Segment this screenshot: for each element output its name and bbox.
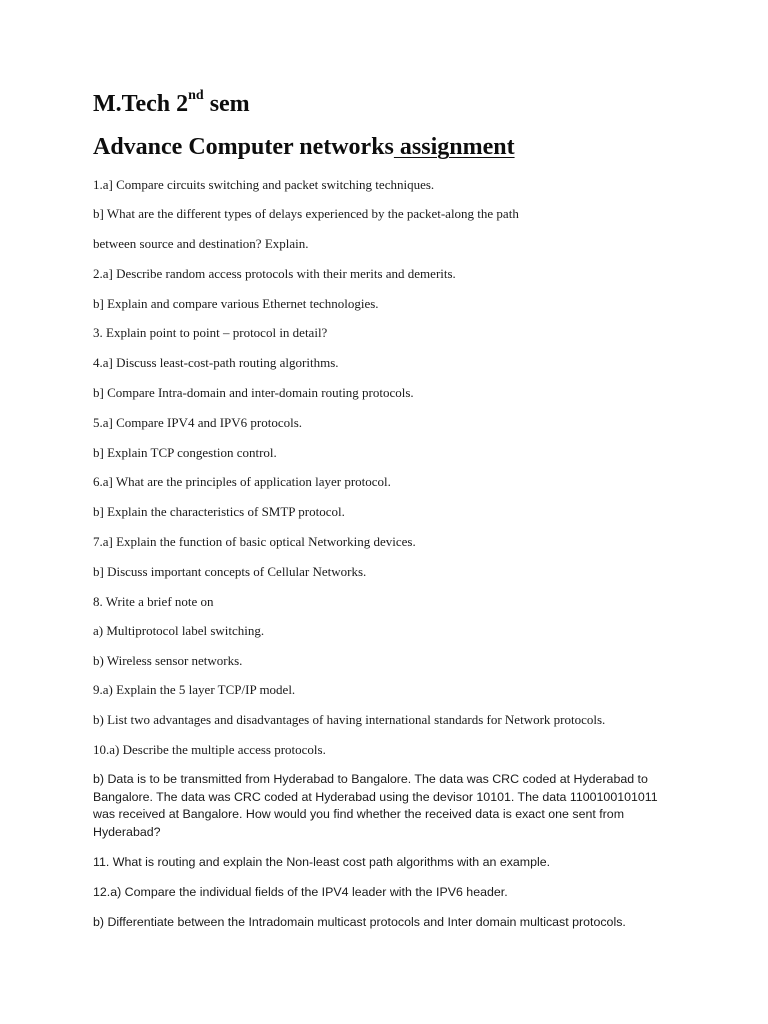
question-line: b] Compare Intra-domain and inter-domain routing protocols.	[93, 385, 414, 400]
question-line: b] Explain and compare various Ethernet technologies.	[93, 296, 379, 311]
question-line: 11. What is routing and explain the Non-least cost path algorithms with an example.	[93, 855, 551, 869]
question-line: a) Multiprotocol label switching.	[93, 623, 265, 638]
question-line: 6.a] What are the principles of application layer protocol.	[93, 474, 391, 489]
title-suffix: sem	[203, 91, 250, 117]
page-subtitle	[93, 133, 515, 161]
question-line: b] Discuss important concepts of Cellular Networks.	[93, 564, 367, 579]
paragraph-line: b) Data is to be transmitted from Hyderabad to Bangalore. The data was CRC coded at Hyderabad to	[93, 772, 648, 786]
paragraph-line: Hyderabad?	[93, 824, 161, 839]
question-line: 3. Explain point to point – protocol in detail?	[93, 325, 328, 340]
question-line: 9.a) Explain the 5 layer TCP/IP model.	[93, 682, 296, 697]
question-line: b] Explain the characteristics of SMTP protocol.	[93, 504, 345, 519]
question-line: b) Differentiate between the Intradomain multicast protocols and Inter domain multicast protocols.	[93, 915, 626, 929]
crc-question-paragraph	[93, 771, 673, 841]
question-line: 10.a) Describe the multiple access protocols.	[93, 742, 326, 757]
subtitle-part1: Advance Computer networks	[93, 134, 394, 160]
question-line: 7.a] Explain the function of basic optical Networking devices.	[93, 534, 416, 549]
title-prefix: M.Tech 2	[93, 91, 189, 117]
question-line: 4.a] Discuss least-cost-path routing algorithms.	[93, 355, 339, 370]
question-line: 12.a) Compare the individual fields of the IPV4 leader with the IPV6 header.	[93, 885, 508, 899]
question-line: b) List two advantages and disadvantages of having international standards for Network protocols.	[93, 712, 606, 727]
question-line: 2.a] Describe random access protocols with their merits and demerits.	[93, 266, 456, 281]
question-line: b] Explain TCP congestion control.	[93, 445, 277, 460]
page-title	[93, 90, 250, 118]
question-line: 5.a] Compare IPV4 and IPV6 protocols.	[93, 415, 303, 430]
paragraph-line: Bangalore. The data was CRC coded at Hyderabad using the devisor 10101. The data 1100100101011	[93, 789, 658, 804]
question-line: b] What are the different types of delays experienced by the packet-along the path	[93, 206, 519, 221]
question-line: between source and destination? Explain.	[93, 236, 309, 251]
paragraph-line: was received at Bangalore. How would you find whether the received data is exact one sent from	[93, 807, 625, 821]
question-line: 8. Write a brief note on	[93, 594, 214, 609]
question-line: 1.a] Compare circuits switching and packet switching techniques.	[93, 177, 435, 192]
subtitle-part2: assignment	[393, 134, 515, 160]
title-superscript: nd	[188, 88, 204, 103]
question-line: b) Wireless sensor networks.	[93, 653, 243, 668]
